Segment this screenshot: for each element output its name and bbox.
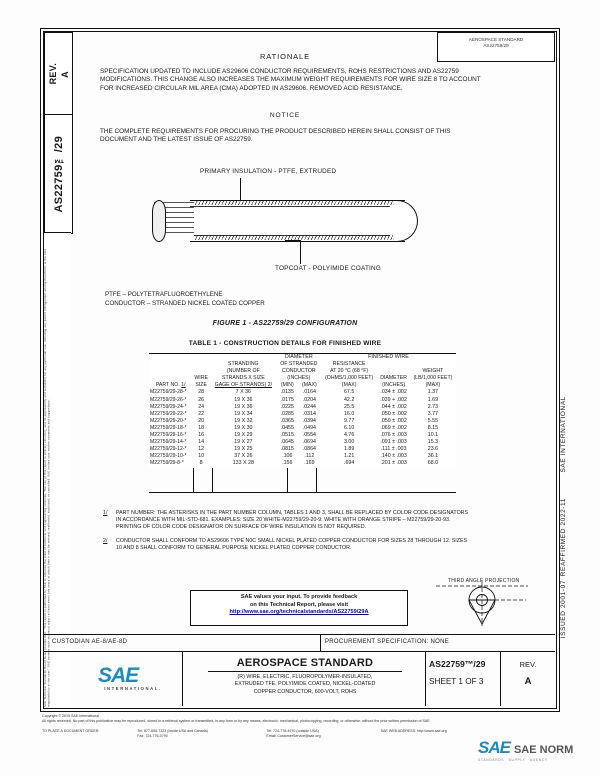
cell-dia-min: .0515	[280, 432, 294, 439]
cell-weight: 3.77	[427, 410, 439, 417]
header-max-weight: (MAX)	[425, 382, 441, 389]
table-row	[149, 460, 456, 467]
table-row	[149, 432, 456, 439]
cell-diameter: .076 ± .003	[380, 432, 407, 439]
figure-label-primary-insulation: PRIMARY INSULATION - PTFE, EXTRUDED	[200, 168, 337, 175]
watermark-subtext: STANDARDS SUPPLY AGENCY	[478, 758, 548, 762]
contact-tel2: Tel: 724-776-4970 (outside USA)	[266, 729, 319, 733]
cell-resistance: 9.77	[343, 417, 355, 424]
cell-stranding: 19 X 36	[234, 403, 253, 410]
cell-part-no: M22759/29-26-*	[150, 396, 187, 403]
side-text-reaffirmed: REAFFIRMED 2022-11	[560, 498, 567, 577]
header-min: (MIN)	[280, 382, 294, 389]
table-rule-bottom	[149, 492, 456, 493]
header-dia-inches: (INCHES)	[382, 382, 406, 389]
cell-part-no: M22759/29-20-*	[150, 417, 187, 424]
cell-resistance: 67.5	[343, 389, 355, 396]
table-caption: TABLE 1 - CONSTRUCTION DETAILS FOR FINISHED WIRE	[188, 340, 382, 347]
cell-diameter: .140 ± .003	[380, 453, 407, 460]
cell-diameter: .039 + .002	[380, 396, 407, 403]
title-block-divider-3	[500, 652, 501, 706]
wire-hatch-top	[194, 200, 394, 205]
feedback-link[interactable]: http://www.sae.org/technicalstandards/AS22759/29A	[229, 609, 369, 616]
cell-stranding: 19 X 27	[234, 439, 253, 446]
contact-email: Email: CustomerService@sae.org	[266, 734, 321, 738]
projection-icon	[436, 578, 528, 630]
table-row	[149, 418, 456, 425]
cell-wire-size: 26	[198, 396, 205, 403]
figure-caption: FIGURE 1 - AS22759/29 CONFIGURATION	[212, 320, 358, 327]
wire-end-cap	[393, 200, 418, 242]
watermark-norm-text: SAE NORM	[513, 744, 574, 756]
header-resistance: RESISTANCE AT 20 °C (68 °F)	[330, 361, 369, 375]
cell-wire-size: 22	[198, 410, 205, 417]
contact-tel: Tel: 877-606-7323 (inside USA and Canada)	[137, 729, 208, 733]
standard-title-underline	[208, 671, 402, 672]
note-number: 1/	[103, 510, 108, 516]
cell-dia-max: .112	[304, 453, 315, 460]
contact-fax: Fax: 724-776-0790	[137, 734, 168, 738]
feedback-line-2: on this Technical Report, please visit	[249, 601, 349, 608]
cell-dia-min: .0815	[280, 446, 294, 453]
cell-weight: 2.73	[427, 403, 439, 410]
table-row	[149, 446, 456, 453]
notes-section	[103, 510, 473, 558]
cell-wire-size: 20	[198, 417, 205, 424]
cell-dia-max: .0244	[302, 403, 316, 410]
header-stranding: STRANDING (NUMBER OF STRANDS X SIZE GAGE OF STRANDS) 2/	[214, 361, 273, 389]
rationale-heading: RATIONALE	[259, 52, 311, 61]
note-text: CONDUCTOR SHALL CONFORM TO AS29606 TYPE N0C SMALL NICKEL PLATED COPPER CONDUCTOR FOR SIZES 28 THROUGH 12. SIZES 10 AND 8 SHALL CONFORM TO GENERAL PURPOSE NICKEL PLATED COPPER CONDUCTOR.	[116, 537, 468, 551]
cell-resistance: .694	[343, 460, 355, 467]
cell-part-no: M22759/29-16-*	[150, 432, 187, 439]
group-header-diameter: DIAMETER	[284, 354, 313, 360]
sae-norm-watermark	[478, 738, 593, 770]
table-header-row-2	[149, 361, 456, 368]
third-angle-projection-symbol	[436, 578, 528, 630]
cell-resistance: 4.76	[343, 432, 355, 439]
wire-inner-layer	[190, 206, 390, 236]
sae-logo	[98, 664, 168, 694]
note-text: PART NUMBER: THE ASTERISKS IN THE PART NUMBER COLUMN, TABLES 1 AND 3, SHALL BE REPLACED BY COLOR CODE DESIGNATORS IN ACCORDANCE WITH MIL-STD-681. EXAMPLES: SIZE 20 WHITE-M22759/29-20-9; WHITE WITH ORANGE STRIPE – M22759/29-20-93. PRINTING OF COLOR CODE DESIGNATOR ON SURFACE OF WIRE INSULATION IS NOT REQUIRED.	[116, 510, 469, 531]
cell-dia-min: .0285	[280, 410, 294, 417]
cell-diameter: .050 ± .002	[380, 410, 407, 417]
header-part-no: PART NO. 1/	[155, 382, 186, 389]
header-of-stranded: OF STRANDED	[280, 361, 318, 368]
cell-dia-min: .0365	[280, 417, 294, 424]
cell-weight: 15.3	[427, 439, 439, 446]
header-reference-box: AEROSPACE STANDARD AS22759/29	[437, 32, 555, 62]
legal-notice-text: SAE Technical Standards Board Rules provide that: “This report is published by SAE to advance the state of technical and engineering sciences. The use of this report is entirely voluntary, and its applicability and suitability for any particular use, including any patent infringement arising therefrom, is the sole responsibility of the user.” SAE reviews each technical report at least every five years at which time it may be revised, reaffirmed, stabilized, or cancelled. SAE invites your written comments and suggestions.	[44, 248, 51, 707]
cell-dia-min: .0225	[280, 403, 294, 410]
header-ohms: (OHMS/1,000 FEET)	[325, 375, 374, 382]
figure-legend	[105, 290, 265, 308]
table-row	[149, 389, 456, 396]
group-header-finished-wire: FINISHED WIRE	[368, 354, 409, 360]
table-row	[149, 439, 456, 446]
cell-part-no: M22759/29-18-*	[150, 424, 187, 431]
cell-weight: 5.55	[427, 417, 439, 424]
cell-diameter: .111 ± .003	[380, 446, 407, 453]
standard-title: AEROSPACE STANDARD	[236, 657, 374, 669]
table-body	[149, 389, 456, 467]
cell-stranding: 19 X 25	[234, 446, 253, 453]
cell-dia-min: .0175	[280, 396, 294, 403]
header-size: SIZE	[195, 382, 207, 389]
sae-logo-text: SAE	[98, 664, 139, 687]
feedback-box	[190, 590, 408, 626]
copyright-line-1: Copyright © 2015 SAE International	[42, 714, 99, 718]
cell-dia-min: .0135	[280, 389, 294, 396]
feedback-line-1: SAE values your input. To provide feedback	[240, 594, 358, 600]
cell-stranding: 37 X 26	[234, 453, 253, 460]
cell-part-no: M22759/29-12-*	[150, 446, 187, 453]
figure-legend-line-2: CONDUCTOR – STRANDED NICKEL COATED COPPER	[105, 300, 265, 307]
cell-wire-size: 14	[198, 439, 205, 446]
table-row	[149, 425, 456, 432]
cell-weight: 8.15	[427, 424, 439, 431]
leader-line-topcoat-horizontal	[285, 240, 301, 241]
table-header	[149, 354, 456, 389]
cell-stranding: 19 X 29	[234, 432, 253, 439]
cell-wire-size: 16	[198, 432, 205, 439]
sae-logo-subtext: INTERNATIONAL.	[104, 686, 162, 691]
revision-box-label: REV.	[47, 63, 58, 85]
header-wire: WIRE	[194, 375, 208, 382]
cell-dia-min: .156	[282, 460, 293, 467]
cell-diameter: .069 ± .002	[380, 424, 407, 431]
document-number-box	[44, 114, 73, 234]
cell-weight: 23.6	[427, 446, 439, 453]
cell-stranding: 133 X 28	[232, 460, 254, 467]
copyright-block	[42, 714, 472, 739]
cell-weight: 68.0	[427, 460, 439, 467]
custodian-label: CUSTODIAN AE-8/AE-8D	[52, 639, 128, 645]
leader-line-topcoat	[300, 240, 301, 264]
table-row	[149, 453, 456, 460]
header-inches: (INCHES)	[287, 375, 311, 382]
cell-diameter: .091 ± .003	[380, 439, 407, 446]
header-max: (MAX)	[302, 382, 317, 389]
table-row	[149, 397, 456, 404]
note-item	[103, 538, 473, 552]
cell-wire-size: 18	[198, 424, 205, 431]
cell-resistance: 3.00	[343, 439, 355, 446]
copyright-line-2: All rights reserved. No part of this publication may be reproduced, stored in a retrieval system or transmitted, in any form or by any means, electronic, mechanical, photocopying, recording, or otherwise, without the prior written permission of SAE.	[42, 719, 431, 723]
note-number: 2/	[103, 537, 108, 544]
header-weight: WEIGHT (LB/1,000 FEET)	[413, 368, 453, 382]
side-text-sae-international: SAE INTERNATIONAL	[560, 396, 567, 473]
projection-label: THIRD ANGLE PROJECTION	[448, 578, 520, 584]
cell-stranding: 19 X 32	[234, 417, 253, 424]
cell-wire-size: 24	[198, 403, 205, 410]
cell-weight: 36.1	[427, 453, 439, 460]
cell-diameter: .034 ± .002	[380, 389, 407, 396]
cell-resistance: 1.21	[343, 453, 355, 460]
procurement-spec-label: PROCUREMENT SPECIFICATION: NONE	[325, 639, 450, 645]
cell-dia-max: .0394	[302, 417, 316, 424]
table-row	[149, 404, 456, 411]
cell-diameter: .044 ± .002	[380, 403, 407, 410]
table-header-row-5	[149, 382, 456, 389]
cell-stranding: 19 X 36	[234, 396, 253, 403]
cell-part-no: M22759/29-22-*	[150, 410, 187, 417]
cell-dia-max: .0694	[302, 439, 316, 446]
title-block-rev-value: A	[524, 676, 532, 687]
title-block-rev-label: REV.	[519, 660, 537, 669]
cell-dia-min: .0645	[280, 439, 294, 446]
title-block-divider-1	[182, 652, 183, 706]
cell-part-no: M22759/29-10-*	[150, 453, 187, 460]
header-diameter: DIAMETER	[380, 375, 407, 382]
construction-details-table	[149, 354, 456, 468]
cell-dia-max: .0204	[302, 396, 316, 403]
conductor-end-ellipse	[152, 200, 166, 242]
cell-stranding: 7 X 36	[235, 389, 251, 396]
notice-heading: NOTICE	[269, 112, 301, 119]
cell-resistance: 6.10	[343, 424, 355, 431]
contact-web: SAE WEB ADDRESS: http://www.sae.org	[380, 729, 447, 733]
header-max-ohms: (MAX)	[341, 382, 357, 389]
cell-resistance: 42.2	[343, 396, 355, 403]
cell-part-no: M22759/29-28-*	[150, 389, 187, 396]
custodian-divider	[320, 634, 321, 652]
cell-dia-max: .0314	[302, 410, 316, 417]
order-label: TO PLACE A DOCUMENT ORDER:	[42, 729, 100, 733]
figure-label-topcoat: TOPCOAT - POLYIMIDE COATING	[275, 265, 382, 272]
cell-resistance: 25.5	[343, 403, 355, 410]
table-header-row-3	[149, 368, 456, 375]
cell-dia-max: .0164	[302, 389, 316, 396]
header-conductor: CONDUCTOR	[282, 368, 316, 375]
rationale-body: SPECIFICATION UPDATED TO INCLUDE AS29606 CONDUCTOR REQUIREMENTS, ROHS RESTRICTIONS AND AS22759 MODIFICATIONS. THIS CHANGE ALSO INCREASES THE MAXIMUM WEIGHT REQUIREMENTS FOR WIRE SIZE 8 TO ACCOUNT FOR INCREASED CIRCULAR MIL AREA (CMA) ADOPTED IN AS29606. REMOVED ACID RESISTANCE.	[100, 68, 481, 92]
revision-box-value: A	[59, 70, 70, 78]
cell-wire-size: 10	[198, 453, 205, 460]
cell-dia-max: .0864	[302, 446, 316, 453]
cell-wire-size: 8	[199, 460, 203, 467]
cell-dia-max: .0554	[302, 432, 316, 439]
cell-weight: 1.37	[427, 389, 439, 396]
table-row	[149, 411, 456, 418]
cell-diameter: .059 ± .002	[380, 417, 407, 424]
cell-diameter: .201 ± .003	[380, 460, 407, 467]
cell-weight: 1.69	[427, 396, 439, 403]
cell-part-no: M22759/29-24-*	[150, 403, 187, 410]
title-block-doc-id: AS22759™/29	[429, 659, 486, 669]
cell-stranding: 19 X 34	[234, 410, 253, 417]
title-block-sheet: SHEET 1 OF 3	[429, 677, 484, 686]
cell-resistance: 1.89	[343, 446, 355, 453]
notice-body: THE COMPLETE REQUIREMENTS FOR PROCURING THE PRODUCT DESCRIBED HEREIN SHALL CONSIST OF THIS DOCUMENT AND THE LATEST ISSUE OF AS22759.	[100, 128, 451, 144]
watermark-sae-text: SAE	[478, 738, 510, 757]
title-block-divider-2	[425, 652, 426, 706]
cell-wire-size: 12	[198, 446, 205, 453]
figure-legend-line-1: PTFE – POLYTETRAFLUOROETHYLENE	[105, 291, 223, 298]
revision-box	[44, 32, 73, 116]
cell-dia-min: .0455	[280, 424, 294, 431]
cell-wire-size: 28	[198, 389, 205, 396]
cell-resistance: 16.0	[343, 410, 355, 417]
cell-part-no: M22759/29-8-*	[150, 460, 184, 467]
table-group-header-row	[149, 354, 456, 361]
cell-stranding: 19 X 30	[234, 424, 253, 431]
standard-subtitle: (R) WIRE, ELECTRIC, FLUOROPOLYMER-INSULATED, EXTRUDED TFE, POLYIMIDE COATED, NICKEL-COATED COPPER CONDUCTOR, 600-VOLT, ROHS	[234, 674, 376, 695]
side-text-issued: ISSUED 2001-07	[560, 580, 567, 639]
cell-part-no: M22759/29-14-*	[150, 439, 187, 446]
cell-dia-max: .169	[304, 460, 315, 467]
cell-dia-min: .106	[282, 453, 293, 460]
cell-weight: 10.1	[427, 432, 439, 439]
cell-dia-max: .0494	[302, 424, 316, 431]
document-number-label: AS22759™/29	[52, 135, 65, 213]
note-item	[103, 510, 473, 532]
